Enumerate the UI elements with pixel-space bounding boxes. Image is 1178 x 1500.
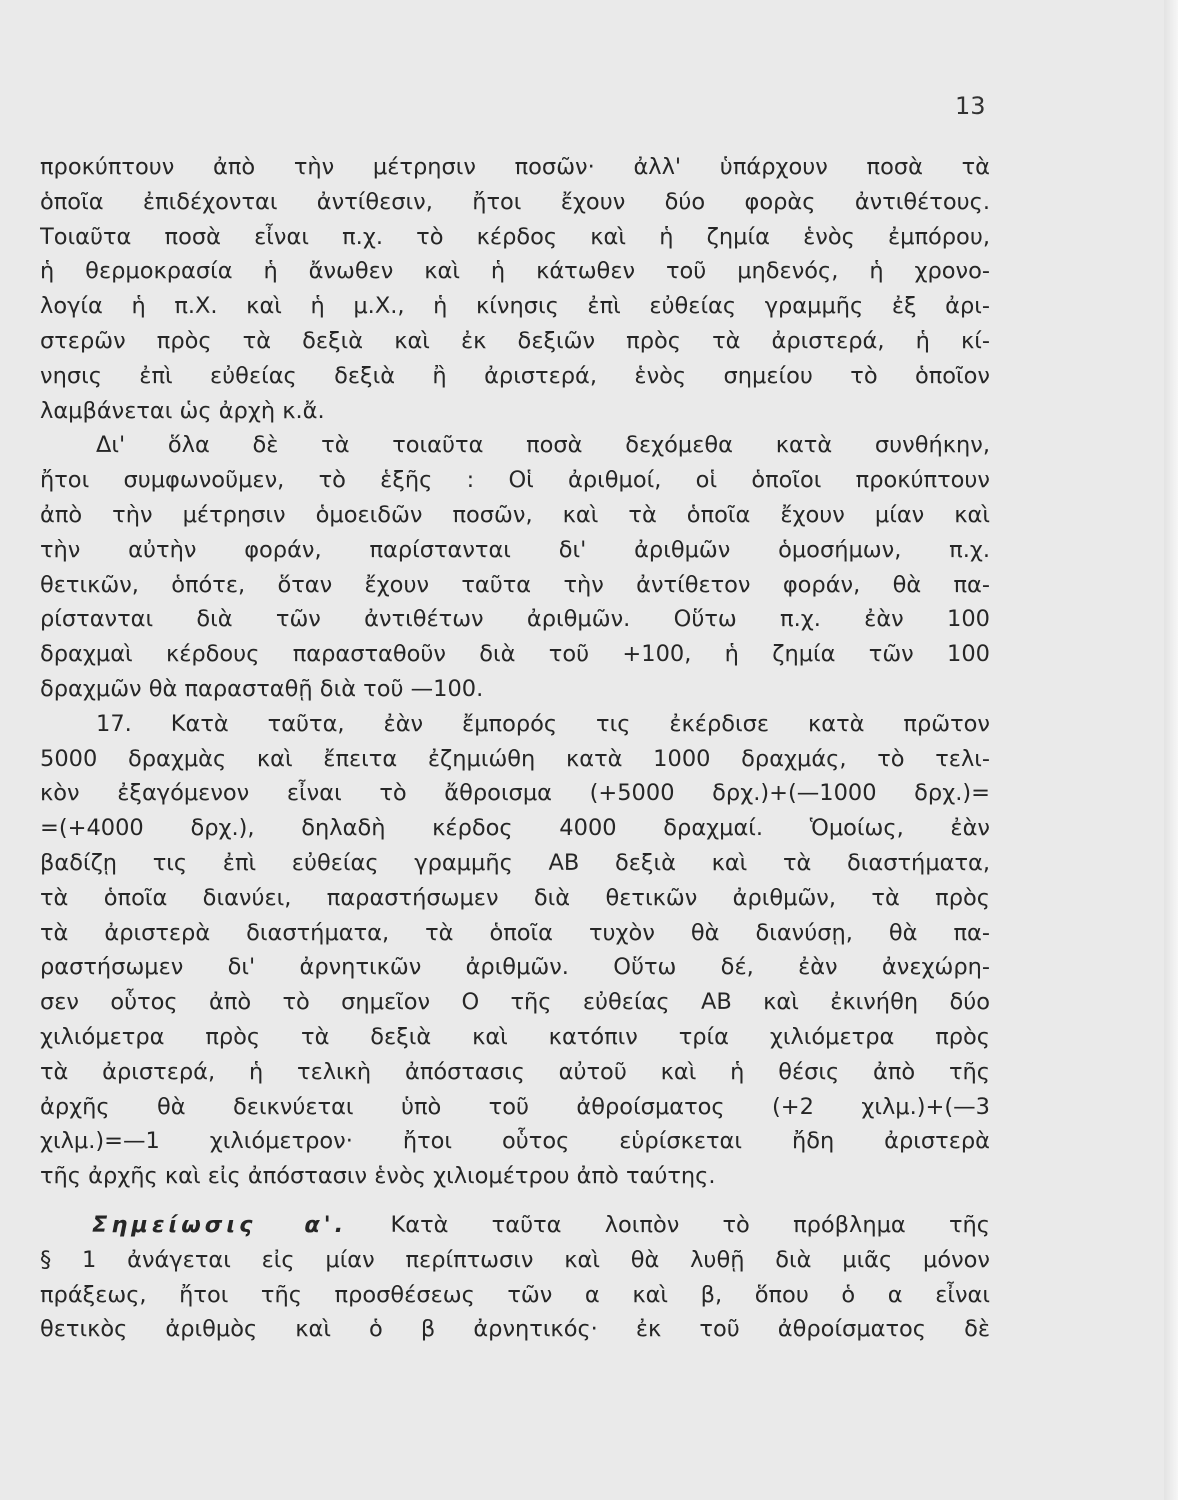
note-title: Σημείωσις α'.: [92, 1211, 348, 1238]
text-line: πράξεως, ἤτοι τῆς προσθέσεως τῶν α καὶ β, ὅπου ὁ α εἶναι: [40, 1281, 990, 1308]
paragraph-17: [40, 707, 990, 1194]
text-line: =(+4000 δρχ.), δηλαδὴ κέρδος 4000 δραχμαί. Ὁμοίως, ἐὰν: [40, 815, 990, 842]
text-line: τὴν αὐτὴν φοράν, παρίστανται δι' ἀριθμῶν ὁμοσήμων, π.χ.: [40, 536, 990, 563]
text-line: χιλμ.)=—1 χιλιόμετρον· ἤτοι οὗτος εὑρίσκεται ἤδη ἀριστερὰ: [40, 1128, 990, 1155]
text-line: 5000 δραχμὰς καὶ ἔπειτα ἐζημιώθη κατὰ 1000 δραχμάς, τὸ τελι-: [40, 745, 990, 772]
text-line: ραστήσωμεν δι' ἀρνητικῶν ἀριθμῶν. Οὕτω δέ, ἐὰν ἀνεχώρη-: [40, 954, 990, 981]
text-line: ἤτοι συμφωνοῦμεν, τὸ ἑξῆς : Οἱ ἀριθμοί, οἱ ὁποῖοι προκύπτουν: [40, 467, 990, 494]
note-text: Κατὰ ταῦτα λοιπὸν τὸ πρόβλημα τῆς: [390, 1211, 990, 1238]
text-line: ὁποῖα ἐπιδέχονται ἀντίθεσιν, ἤτοι ἔχουν δύο φορὰς ἀντιθέτους.: [40, 188, 990, 215]
text-line: θετικὸς ἀριθμὸς καὶ ὁ β ἀρνητικός· ἐκ τοῦ ἀθροίσματος δὲ: [40, 1316, 990, 1343]
text-line: λαμβάνεται ὡς ἀρχὴ κ.ἄ.: [40, 397, 325, 424]
page-edge: [1164, 0, 1178, 1500]
text-line: νησις ἐπὶ εὐθείας δεξιὰ ἢ ἀριστερά, ἑνὸς σημείου τὸ ὁποῖον: [40, 362, 990, 389]
text-line: δραχμαὶ κέρδους παρασταθοῦν διὰ τοῦ +100, ἡ ζημία τῶν 100: [40, 641, 990, 668]
text-line: Δι' ὅλα δὲ τὰ τοιαῦτα ποσὰ δεχόμεθα κατὰ συνθήκην,: [96, 432, 990, 459]
text-line: δραχμῶν θὰ παρασταθῇ διὰ τοῦ —100.: [40, 675, 484, 702]
text-line: ἀρχῆς θὰ δεικνύεται ὑπὸ τοῦ ἀθροίσματος (+2 χιλμ.)+(—3: [40, 1093, 990, 1120]
text-line: θετικῶν, ὁπότε, ὅταν ἔχουν ταῦτα τὴν ἀντίθετον φοράν, θὰ πα-: [40, 571, 990, 598]
text-line: στερῶν πρὸς τὰ δεξιὰ καὶ ἐκ δεξιῶν πρὸς τὰ ἀριστερά, ἡ κί-: [40, 327, 990, 354]
text-line: τὰ ἀριστερὰ διαστήματα, τὰ ὁποῖα τυχὸν θὰ διανύσῃ, θὰ πα-: [40, 919, 990, 946]
text-line: ρίστανται διὰ τῶν ἀντιθέτων ἀριθμῶν. Οὕτω π.χ. ἐὰν 100: [40, 606, 990, 633]
text-line: τὰ ὁποῖα διανύει, παραστήσωμεν διὰ θετικῶν ἀριθμῶν, τὰ πρὸς: [40, 884, 990, 911]
text-line: § 1 ἀνάγεται εἰς μίαν περίπτωσιν καὶ θὰ λυθῇ διὰ μιᾶς μόνον: [40, 1246, 990, 1273]
text-line: ἀπὸ τὴν μέτρησιν ὁμοειδῶν ποσῶν, καὶ τὰ ὁποῖα ἔχουν μίαν καὶ: [40, 501, 990, 528]
note-first-line: [40, 1208, 990, 1243]
text-line: χιλιόμετρα πρὸς τὰ δεξιὰ καὶ κατόπιν τρία χιλιόμετρα πρὸς: [40, 1023, 990, 1050]
text-line: βαδίζῃ τις ἐπὶ εὐθείας γραμμῆς ΑΒ δεξιὰ καὶ τὰ διαστήματα,: [40, 849, 990, 876]
text-line: ἡ θερμοκρασία ἡ ἄνωθεν καὶ ἡ κάτωθεν τοῦ μηδενός, ἡ χρονο-: [40, 258, 990, 285]
note-paragraph: [40, 1208, 990, 1347]
text-line: λογία ἡ π.Χ. καὶ ἡ μ.Χ., ἡ κίνησις ἐπὶ εὐθείας γραμμῆς ἐξ ἀρι-: [40, 293, 990, 320]
text-line: τὰ ἀριστερά, ἡ τελικὴ ἀπόστασις αὐτοῦ καὶ ἡ θέσις ἀπὸ τῆς: [40, 1058, 990, 1085]
text-line: κὸν ἐξαγόμενον εἶναι τὸ ἄθροισμα (+5000 δρχ.)+(—1000 δρχ.)=: [40, 780, 990, 807]
paragraph-1: [40, 150, 990, 428]
text-line: 17. Κατὰ ταῦτα, ἐὰν ἔμπορός τις ἐκέρδισε κατὰ πρῶτον: [96, 710, 990, 737]
text-body: [40, 150, 990, 1347]
text-line: τῆς ἀρχῆς καὶ εἰς ἀπόστασιν ἑνὸς χιλιομέτρου ἀπὸ ταύτης.: [40, 1163, 716, 1190]
text-line: προκύπτουν ἀπὸ τὴν μέτρησιν ποσῶν· ἀλλ' ὑπάρχουν ποσὰ τὰ: [40, 154, 990, 180]
text-line: σεν οὗτος ἀπὸ τὸ σημεῖον Ο τῆς εὐθείας ΑΒ καὶ ἐκινήθη δύο: [40, 989, 990, 1016]
text-line: Τοιαῦτα ποσὰ εἶναι π.χ. τὸ κέρδος καὶ ἡ ζημία ἑνὸς ἐμπόρου,: [40, 223, 990, 250]
paragraph-2: [40, 428, 990, 706]
page-number: 13: [955, 92, 986, 120]
